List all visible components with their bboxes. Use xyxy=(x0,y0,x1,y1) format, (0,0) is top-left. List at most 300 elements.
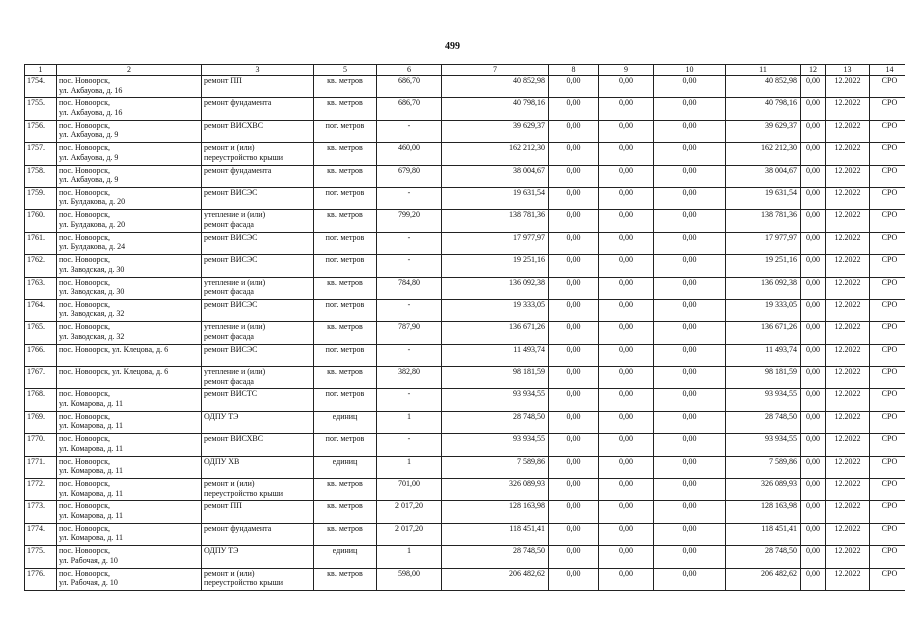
amount-cell: 0,00 xyxy=(599,255,654,277)
total-cell: 38 004,67 xyxy=(726,165,801,187)
address-cell: пос. Новоорск, ул. Рабочая, д. 10 xyxy=(57,546,202,568)
total-cell: 136 671,26 xyxy=(726,322,801,344)
cost-cell: 40 852,98 xyxy=(442,76,549,98)
cost-cell: 118 451,41 xyxy=(442,523,549,545)
amount-cell: 0,00 xyxy=(599,299,654,321)
total-cell: 19 333,05 xyxy=(726,299,801,321)
cost-cell: 40 798,16 xyxy=(442,98,549,120)
unit-cell: пог. метров xyxy=(314,232,377,254)
work-type-cell: ремонт ВИСХВС xyxy=(202,120,314,142)
amount-cell: 0,00 xyxy=(801,479,826,501)
address-cell: пос. Новоорск, ул. Клецова, д. 6 xyxy=(57,344,202,366)
quantity-cell: - xyxy=(377,299,442,321)
period-cell: 12.2022 xyxy=(826,98,870,120)
source-cell: СРО xyxy=(870,255,905,277)
table-row xyxy=(25,210,905,232)
work-type-cell: ремонт ВИСЭС xyxy=(202,187,314,209)
table-row xyxy=(25,165,905,187)
amount-cell: 0,00 xyxy=(549,546,599,568)
cost-cell: 136 671,26 xyxy=(442,322,549,344)
row-number: 1775. xyxy=(25,546,57,568)
amount-cell: 0,00 xyxy=(549,367,599,389)
amount-cell: 0,00 xyxy=(549,255,599,277)
address-cell: пос. Новоорск, ул. Акбауова, д. 9 xyxy=(57,120,202,142)
work-type-cell: ремонт фундамента xyxy=(202,523,314,545)
amount-cell: 0,00 xyxy=(801,210,826,232)
address-cell: пос. Новоорск, ул. Булдакова, д. 24 xyxy=(57,232,202,254)
source-cell: СРО xyxy=(870,523,905,545)
row-number: 1773. xyxy=(25,501,57,523)
amount-cell: 0,00 xyxy=(801,367,826,389)
amount-cell: 0,00 xyxy=(549,501,599,523)
source-cell: СРО xyxy=(870,143,905,165)
amount-cell: 0,00 xyxy=(599,187,654,209)
table-row xyxy=(25,277,905,299)
column-header: 10 xyxy=(654,65,726,76)
total-cell: 206 482,62 xyxy=(726,568,801,590)
cost-cell: 7 589,86 xyxy=(442,456,549,478)
unit-cell: кв. метров xyxy=(314,143,377,165)
cost-cell: 19 333,05 xyxy=(442,299,549,321)
period-cell: 12.2022 xyxy=(826,255,870,277)
amount-cell: 0,00 xyxy=(599,210,654,232)
address-cell: пос. Новоорск, ул. Комарова, д. 11 xyxy=(57,411,202,433)
total-cell: 19 631,54 xyxy=(726,187,801,209)
amount-cell: 0,00 xyxy=(549,434,599,456)
source-cell: СРО xyxy=(870,568,905,590)
amount-cell: 0,00 xyxy=(654,367,726,389)
amount-cell: 0,00 xyxy=(599,479,654,501)
amount-cell: 0,00 xyxy=(801,434,826,456)
amount-cell: 0,00 xyxy=(801,501,826,523)
amount-cell: 0,00 xyxy=(801,456,826,478)
work-type-cell: утепление и (или) ремонт фасада xyxy=(202,210,314,232)
total-cell: 128 163,98 xyxy=(726,501,801,523)
unit-cell: кв. метров xyxy=(314,76,377,98)
unit-cell: пог. метров xyxy=(314,434,377,456)
address-cell: пос. Новоорск, ул. Комарова, д. 11 xyxy=(57,389,202,411)
amount-cell: 0,00 xyxy=(549,143,599,165)
table-row xyxy=(25,322,905,344)
row-number: 1772. xyxy=(25,479,57,501)
row-number: 1763. xyxy=(25,277,57,299)
unit-cell: кв. метров xyxy=(314,322,377,344)
period-cell: 12.2022 xyxy=(826,120,870,142)
period-cell: 12.2022 xyxy=(826,187,870,209)
row-number: 1757. xyxy=(25,143,57,165)
address-cell: пос. Новоорск, ул. Акбауова, д. 16 xyxy=(57,98,202,120)
amount-cell: 0,00 xyxy=(801,411,826,433)
address-cell: пос. Новоорск, ул. Заводская, д. 32 xyxy=(57,299,202,321)
unit-cell: кв. метров xyxy=(314,367,377,389)
table-row xyxy=(25,98,905,120)
cost-cell: 11 493,74 xyxy=(442,344,549,366)
quantity-cell: 1 xyxy=(377,411,442,433)
table-row xyxy=(25,546,905,568)
address-cell: пос. Новоорск, ул. Булдакова, д. 20 xyxy=(57,187,202,209)
work-type-cell: ОДПУ ТЭ xyxy=(202,546,314,568)
address-cell: пос. Новоорск, ул. Комарова, д. 11 xyxy=(57,434,202,456)
period-cell: 12.2022 xyxy=(826,411,870,433)
quantity-cell: 679,80 xyxy=(377,165,442,187)
amount-cell: 0,00 xyxy=(549,568,599,590)
total-cell: 93 934,55 xyxy=(726,434,801,456)
amount-cell: 0,00 xyxy=(599,143,654,165)
total-cell: 40 852,98 xyxy=(726,76,801,98)
address-cell: пос. Новоорск, ул. Комарова, д. 11 xyxy=(57,479,202,501)
cost-cell: 38 004,67 xyxy=(442,165,549,187)
column-header: 14 xyxy=(870,65,905,76)
total-cell: 39 629,37 xyxy=(726,120,801,142)
table-row xyxy=(25,434,905,456)
amount-cell: 0,00 xyxy=(654,501,726,523)
quantity-cell: - xyxy=(377,389,442,411)
work-type-cell: ремонт ВИСТС xyxy=(202,389,314,411)
source-cell: СРО xyxy=(870,277,905,299)
source-cell: СРО xyxy=(870,344,905,366)
quantity-cell: 1 xyxy=(377,546,442,568)
amount-cell: 0,00 xyxy=(654,411,726,433)
unit-cell: пог. метров xyxy=(314,344,377,366)
address-cell: пос. Новоорск, ул. Рабочая, д. 10 xyxy=(57,568,202,590)
row-number: 1755. xyxy=(25,98,57,120)
address-cell: пос. Новоорск, ул. Комарова, д. 11 xyxy=(57,501,202,523)
amount-cell: 0,00 xyxy=(654,255,726,277)
amount-cell: 0,00 xyxy=(549,456,599,478)
total-cell: 19 251,16 xyxy=(726,255,801,277)
work-type-cell: ремонт фундамента xyxy=(202,165,314,187)
row-number: 1760. xyxy=(25,210,57,232)
period-cell: 12.2022 xyxy=(826,456,870,478)
amount-cell: 0,00 xyxy=(549,98,599,120)
amount-cell: 0,00 xyxy=(599,434,654,456)
period-cell: 12.2022 xyxy=(826,389,870,411)
unit-cell: кв. метров xyxy=(314,165,377,187)
total-cell: 7 589,86 xyxy=(726,456,801,478)
quantity-cell: - xyxy=(377,255,442,277)
total-cell: 93 934,55 xyxy=(726,389,801,411)
period-cell: 12.2022 xyxy=(826,143,870,165)
row-number: 1765. xyxy=(25,322,57,344)
column-header: 8 xyxy=(549,65,599,76)
amount-cell: 0,00 xyxy=(801,232,826,254)
quantity-cell: 686,70 xyxy=(377,76,442,98)
amount-cell: 0,00 xyxy=(654,98,726,120)
work-type-cell: ОДПУ ХВ xyxy=(202,456,314,478)
header-row xyxy=(25,65,905,76)
amount-cell: 0,00 xyxy=(654,232,726,254)
total-cell: 11 493,74 xyxy=(726,344,801,366)
amount-cell: 0,00 xyxy=(654,546,726,568)
period-cell: 12.2022 xyxy=(826,277,870,299)
column-header: 3 xyxy=(202,65,314,76)
row-number: 1768. xyxy=(25,389,57,411)
address-cell: пос. Новоорск, ул. Заводская, д. 32 xyxy=(57,322,202,344)
address-cell: пос. Новоорск, ул. Комарова, д. 11 xyxy=(57,456,202,478)
source-cell: СРО xyxy=(870,299,905,321)
table-row xyxy=(25,255,905,277)
amount-cell: 0,00 xyxy=(801,344,826,366)
address-cell: пос. Новоорск, ул. Акбауова, д. 9 xyxy=(57,165,202,187)
period-cell: 12.2022 xyxy=(826,479,870,501)
cost-cell: 28 748,50 xyxy=(442,546,549,568)
address-cell: пос. Новоорск, ул. Заводская, д. 30 xyxy=(57,277,202,299)
amount-cell: 0,00 xyxy=(654,76,726,98)
source-cell: СРО xyxy=(870,165,905,187)
row-number: 1769. xyxy=(25,411,57,433)
unit-cell: пог. метров xyxy=(314,299,377,321)
cost-cell: 138 781,36 xyxy=(442,210,549,232)
source-cell: СРО xyxy=(870,434,905,456)
source-cell: СРО xyxy=(870,187,905,209)
unit-cell: кв. метров xyxy=(314,210,377,232)
cost-cell: 206 482,62 xyxy=(442,568,549,590)
amount-cell: 0,00 xyxy=(801,98,826,120)
cost-cell: 98 181,59 xyxy=(442,367,549,389)
work-type-cell: ремонт ВИСЭС xyxy=(202,255,314,277)
amount-cell: 0,00 xyxy=(654,187,726,209)
amount-cell: 0,00 xyxy=(599,322,654,344)
amount-cell: 0,00 xyxy=(801,277,826,299)
amount-cell: 0,00 xyxy=(654,322,726,344)
amount-cell: 0,00 xyxy=(599,501,654,523)
amount-cell: 0,00 xyxy=(599,456,654,478)
period-cell: 12.2022 xyxy=(826,344,870,366)
cost-cell: 93 934,55 xyxy=(442,434,549,456)
amount-cell: 0,00 xyxy=(549,210,599,232)
source-cell: СРО xyxy=(870,120,905,142)
period-cell: 12.2022 xyxy=(826,434,870,456)
column-header: 7 xyxy=(442,65,549,76)
work-type-cell: ремонт ВИСЭС xyxy=(202,299,314,321)
amount-cell: 0,00 xyxy=(599,568,654,590)
unit-cell: единиц xyxy=(314,546,377,568)
address-cell: пос. Новоорск, ул. Булдакова, д. 20 xyxy=(57,210,202,232)
quantity-cell: 787,90 xyxy=(377,322,442,344)
amount-cell: 0,00 xyxy=(599,120,654,142)
unit-cell: кв. метров xyxy=(314,501,377,523)
amount-cell: 0,00 xyxy=(801,120,826,142)
period-cell: 12.2022 xyxy=(826,501,870,523)
work-type-cell: ремонт фундамента xyxy=(202,98,314,120)
amount-cell: 0,00 xyxy=(599,523,654,545)
quantity-cell: 382,80 xyxy=(377,367,442,389)
amount-cell: 0,00 xyxy=(549,76,599,98)
table-row xyxy=(25,76,905,98)
table-row xyxy=(25,411,905,433)
unit-cell: кв. метров xyxy=(314,523,377,545)
amount-cell: 0,00 xyxy=(599,76,654,98)
unit-cell: пог. метров xyxy=(314,187,377,209)
amount-cell: 0,00 xyxy=(599,389,654,411)
source-cell: СРО xyxy=(870,501,905,523)
amount-cell: 0,00 xyxy=(801,322,826,344)
amount-cell: 0,00 xyxy=(599,546,654,568)
unit-cell: кв. метров xyxy=(314,479,377,501)
amount-cell: 0,00 xyxy=(599,232,654,254)
cost-cell: 136 092,38 xyxy=(442,277,549,299)
period-cell: 12.2022 xyxy=(826,523,870,545)
amount-cell: 0,00 xyxy=(549,232,599,254)
period-cell: 12.2022 xyxy=(826,546,870,568)
source-cell: СРО xyxy=(870,322,905,344)
amount-cell: 0,00 xyxy=(549,523,599,545)
quantity-cell: 460,00 xyxy=(377,143,442,165)
cost-cell: 128 163,98 xyxy=(442,501,549,523)
quantity-cell: - xyxy=(377,434,442,456)
period-cell: 12.2022 xyxy=(826,76,870,98)
amount-cell: 0,00 xyxy=(549,299,599,321)
amount-cell: 0,00 xyxy=(654,210,726,232)
work-type-cell: ОДПУ ТЭ xyxy=(202,411,314,433)
amount-cell: 0,00 xyxy=(654,389,726,411)
unit-cell: кв. метров xyxy=(314,568,377,590)
cost-cell: 19 251,16 xyxy=(442,255,549,277)
repair-plan-table xyxy=(24,64,905,591)
amount-cell: 0,00 xyxy=(549,389,599,411)
cost-cell: 39 629,37 xyxy=(442,120,549,142)
amount-cell: 0,00 xyxy=(549,277,599,299)
row-number: 1770. xyxy=(25,434,57,456)
quantity-cell: 1 xyxy=(377,456,442,478)
amount-cell: 0,00 xyxy=(654,143,726,165)
row-number: 1762. xyxy=(25,255,57,277)
amount-cell: 0,00 xyxy=(654,456,726,478)
table-row xyxy=(25,344,905,366)
amount-cell: 0,00 xyxy=(654,120,726,142)
table-row xyxy=(25,143,905,165)
amount-cell: 0,00 xyxy=(801,389,826,411)
quantity-cell: - xyxy=(377,232,442,254)
amount-cell: 0,00 xyxy=(599,344,654,366)
amount-cell: 0,00 xyxy=(654,277,726,299)
address-cell: пос. Новоорск, ул. Акбауова, д. 16 xyxy=(57,76,202,98)
total-cell: 28 748,50 xyxy=(726,546,801,568)
unit-cell: кв. метров xyxy=(314,277,377,299)
amount-cell: 0,00 xyxy=(599,277,654,299)
cost-cell: 162 212,30 xyxy=(442,143,549,165)
address-cell: пос. Новоорск, ул. Комарова, д. 11 xyxy=(57,523,202,545)
work-type-cell: ремонт ВИСЭС xyxy=(202,344,314,366)
work-type-cell: ремонт и (или) переустройство крыши xyxy=(202,568,314,590)
work-type-cell: ремонт ПП xyxy=(202,76,314,98)
amount-cell: 0,00 xyxy=(599,98,654,120)
column-header: 1 xyxy=(25,65,57,76)
amount-cell: 0,00 xyxy=(654,523,726,545)
amount-cell: 0,00 xyxy=(654,479,726,501)
source-cell: СРО xyxy=(870,546,905,568)
period-cell: 12.2022 xyxy=(826,568,870,590)
address-cell: пос. Новоорск, ул. Клецова, д. 6 xyxy=(57,367,202,389)
source-cell: СРО xyxy=(870,411,905,433)
amount-cell: 0,00 xyxy=(654,299,726,321)
column-header: 5 xyxy=(314,65,377,76)
unit-cell: кв. метров xyxy=(314,98,377,120)
amount-cell: 0,00 xyxy=(549,187,599,209)
table-row xyxy=(25,299,905,321)
total-cell: 40 798,16 xyxy=(726,98,801,120)
quantity-cell: 2 017,20 xyxy=(377,523,442,545)
period-cell: 12.2022 xyxy=(826,232,870,254)
work-type-cell: утепление и (или) ремонт фасада xyxy=(202,277,314,299)
row-number: 1767. xyxy=(25,367,57,389)
unit-cell: пог. метров xyxy=(314,255,377,277)
amount-cell: 0,00 xyxy=(549,479,599,501)
row-number: 1758. xyxy=(25,165,57,187)
source-cell: СРО xyxy=(870,367,905,389)
amount-cell: 0,00 xyxy=(599,367,654,389)
amount-cell: 0,00 xyxy=(654,165,726,187)
cost-cell: 17 977,97 xyxy=(442,232,549,254)
quantity-cell: 686,70 xyxy=(377,98,442,120)
total-cell: 136 092,38 xyxy=(726,277,801,299)
total-cell: 17 977,97 xyxy=(726,232,801,254)
amount-cell: 0,00 xyxy=(801,546,826,568)
column-header: 6 xyxy=(377,65,442,76)
amount-cell: 0,00 xyxy=(549,120,599,142)
quantity-cell: 784,80 xyxy=(377,277,442,299)
source-cell: СРО xyxy=(870,479,905,501)
total-cell: 98 181,59 xyxy=(726,367,801,389)
source-cell: СРО xyxy=(870,76,905,98)
quantity-cell: 799,20 xyxy=(377,210,442,232)
unit-cell: пог. метров xyxy=(314,120,377,142)
period-cell: 12.2022 xyxy=(826,322,870,344)
column-header: 11 xyxy=(726,65,801,76)
row-number: 1774. xyxy=(25,523,57,545)
cost-cell: 28 748,50 xyxy=(442,411,549,433)
amount-cell: 0,00 xyxy=(801,143,826,165)
work-type-cell: ремонт и (или) переустройство крыши xyxy=(202,143,314,165)
table-row xyxy=(25,456,905,478)
work-type-cell: ремонт ПП xyxy=(202,501,314,523)
unit-cell: пог. метров xyxy=(314,389,377,411)
quantity-cell: - xyxy=(377,120,442,142)
unit-cell: единиц xyxy=(314,411,377,433)
quantity-cell: - xyxy=(377,344,442,366)
row-number: 1756. xyxy=(25,120,57,142)
period-cell: 12.2022 xyxy=(826,367,870,389)
address-cell: пос. Новоорск, ул. Акбауова, д. 9 xyxy=(57,143,202,165)
amount-cell: 0,00 xyxy=(801,568,826,590)
row-number: 1754. xyxy=(25,76,57,98)
row-number: 1771. xyxy=(25,456,57,478)
row-number: 1764. xyxy=(25,299,57,321)
total-cell: 162 212,30 xyxy=(726,143,801,165)
cost-cell: 326 089,93 xyxy=(442,479,549,501)
table-row xyxy=(25,367,905,389)
amount-cell: 0,00 xyxy=(599,411,654,433)
amount-cell: 0,00 xyxy=(549,322,599,344)
amount-cell: 0,00 xyxy=(654,344,726,366)
table-row xyxy=(25,187,905,209)
amount-cell: 0,00 xyxy=(599,165,654,187)
amount-cell: 0,00 xyxy=(801,299,826,321)
row-number: 1759. xyxy=(25,187,57,209)
amount-cell: 0,00 xyxy=(549,165,599,187)
unit-cell: единиц xyxy=(314,456,377,478)
source-cell: СРО xyxy=(870,98,905,120)
table-row xyxy=(25,232,905,254)
cost-cell: 19 631,54 xyxy=(442,187,549,209)
quantity-cell: 598,00 xyxy=(377,568,442,590)
table-row xyxy=(25,479,905,501)
source-cell: СРО xyxy=(870,210,905,232)
work-type-cell: ремонт и (или) переустройство крыши xyxy=(202,479,314,501)
row-number: 1761. xyxy=(25,232,57,254)
row-number: 1776. xyxy=(25,568,57,590)
column-header: 2 xyxy=(57,65,202,76)
